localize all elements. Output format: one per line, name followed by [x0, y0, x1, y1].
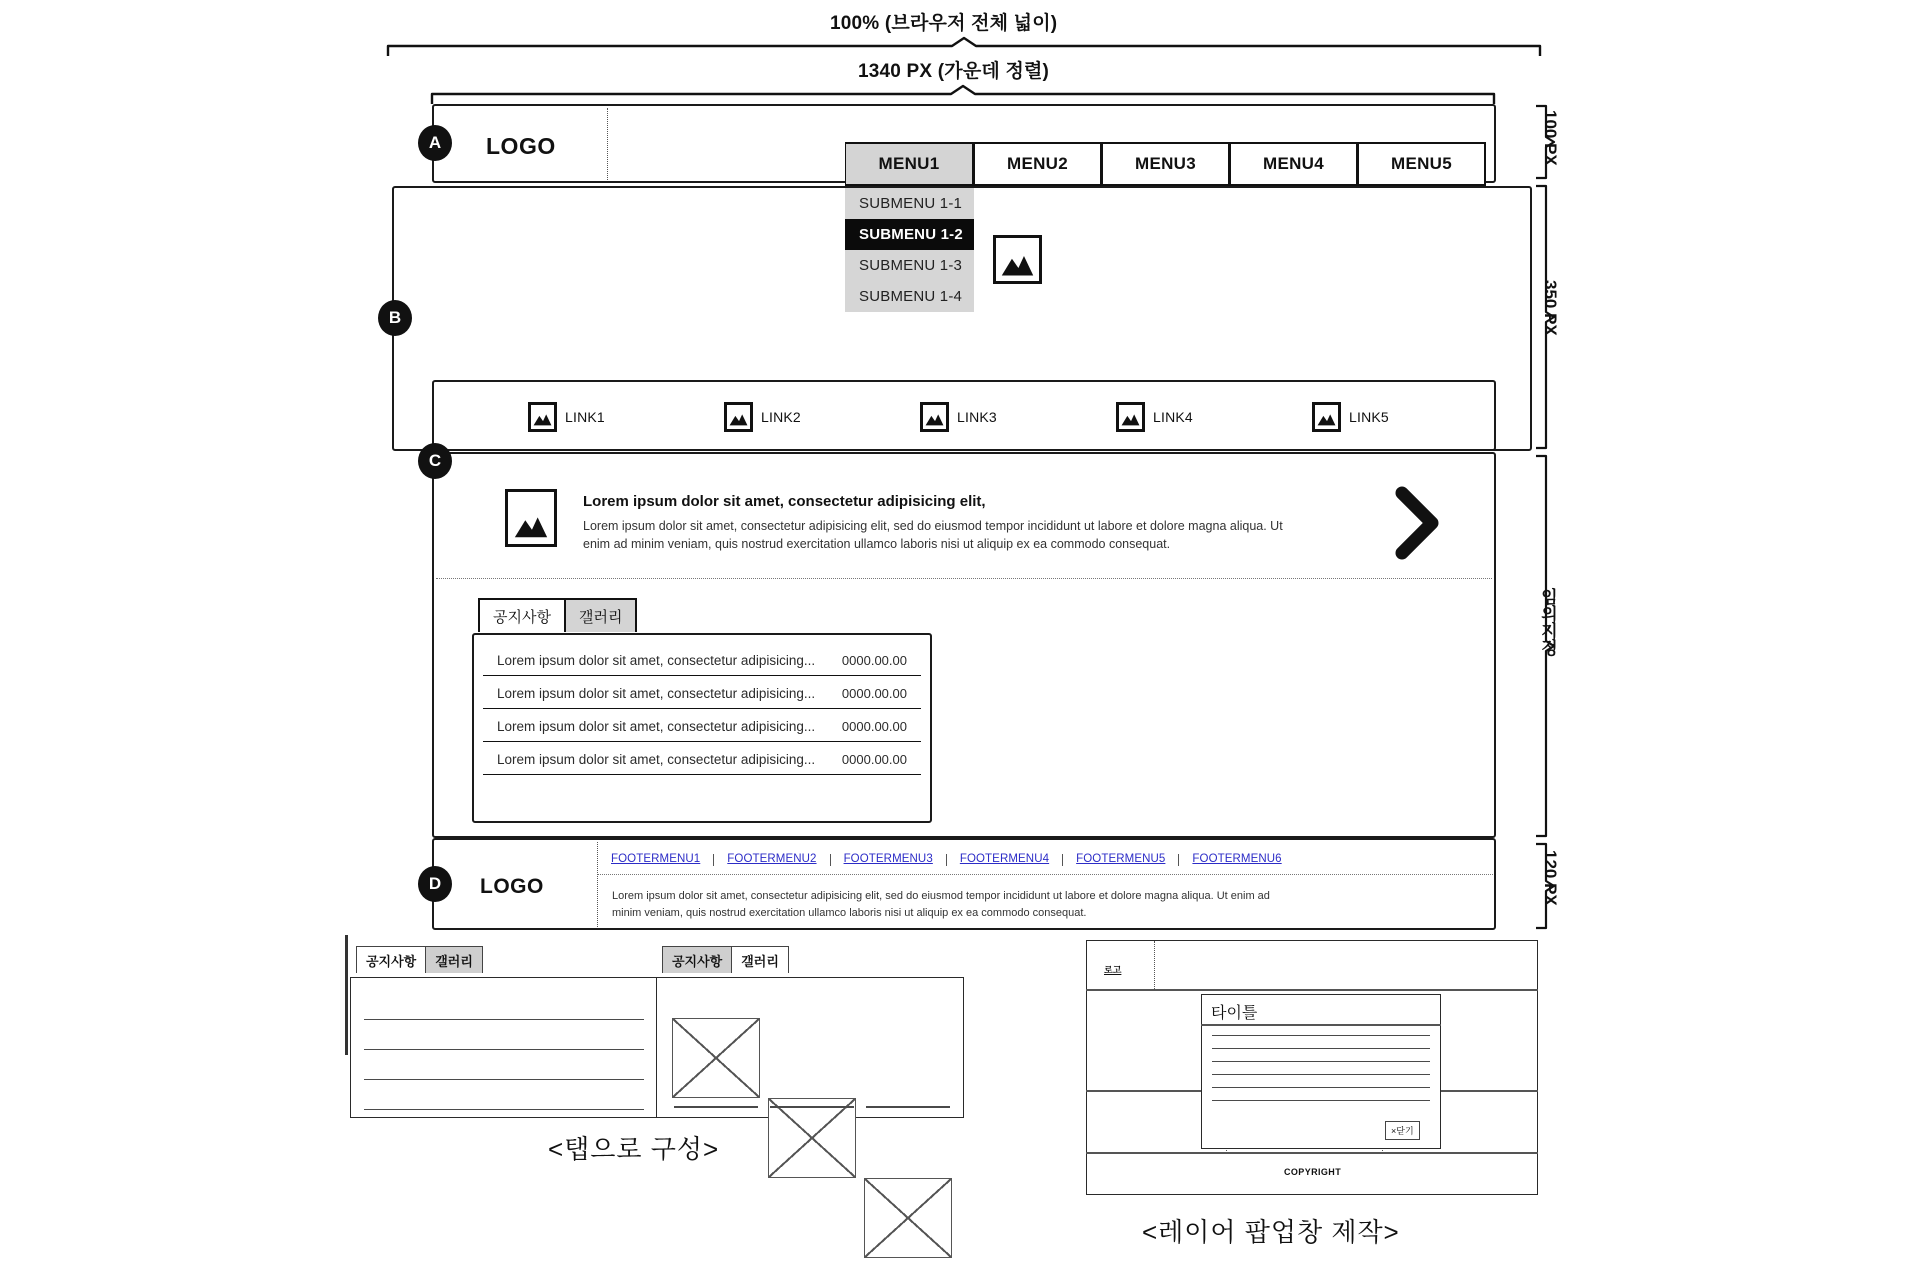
board-tab-gallery[interactable]: [564, 598, 637, 632]
notice-title: Lorem ipsum dolor sit amet, consectetur adipisicing...: [497, 653, 816, 668]
popup-title-divider: [1201, 1024, 1441, 1026]
footer-menu-item-2[interactable]: FOOTERMENU2: [714, 854, 830, 866]
popup-title: 타이틀: [1211, 1005, 1258, 1022]
marker-a: A: [418, 125, 452, 161]
footer-menu-item-3[interactable]: FOOTERMENU3: [831, 854, 947, 866]
gallery-caption-line-1: [674, 1106, 758, 1108]
notice-title: Lorem ipsum dolor sit amet, consectetur adipisicing...: [497, 719, 816, 734]
link-item-2[interactable]: [724, 402, 801, 432]
submenu-item-2[interactable]: [845, 219, 974, 250]
link-item-3-label: LINK3: [957, 409, 997, 425]
diagram-left-line: [364, 1049, 644, 1050]
marker-c: C: [418, 443, 452, 479]
gallery-caption-line-3: [866, 1106, 950, 1108]
banner-title: Lorem ipsum dolor sit amet, consectetur adipisicing elit,: [583, 493, 986, 510]
board-tab-notice-label: 공지사항: [493, 609, 551, 626]
link-item-5-label: LINK5: [1349, 409, 1389, 425]
diagram-right-tab-notice-label: 공지사항: [672, 954, 723, 969]
menu-item-1[interactable]: [845, 142, 974, 186]
link-2-image-placeholder-icon: [724, 402, 753, 432]
link-5-image-placeholder-icon: [1312, 402, 1341, 432]
menu-item-5-label: MENU5: [1390, 154, 1452, 173]
popup-body-line: [1212, 1074, 1430, 1075]
gallery-thumb-2: [768, 1098, 856, 1178]
board-tab-gallery-label: 갤러리: [578, 609, 623, 626]
banner-image-placeholder-icon: [505, 489, 557, 547]
submenu-item-1[interactable]: [845, 188, 974, 219]
link-item-5[interactable]: [1312, 402, 1389, 432]
link-item-4-label: LINK4: [1153, 409, 1193, 425]
popup-body-line: [1212, 1035, 1430, 1036]
banner-text: [583, 493, 1283, 553]
content-width-label: 1340 PX (가운데 정렬): [858, 61, 1050, 82]
board-tabstrip: [478, 598, 635, 632]
submenu-item-4-label: SUBMENU 1-4: [859, 288, 963, 305]
notice-list: [483, 650, 921, 775]
diagram-right-tabstrip: [662, 946, 788, 973]
menu-item-5[interactable]: [1358, 142, 1486, 186]
notice-date: 0000.00.00: [841, 686, 907, 701]
notice-title: Lorem ipsum dolor sit amet, consectetur adipisicing...: [497, 752, 816, 767]
link-item-1-label: LINK1: [565, 409, 605, 425]
diagram-right-tab-notice[interactable]: [662, 946, 732, 973]
popup-diagram-header-divider: [1086, 989, 1538, 991]
notice-row[interactable]: [483, 742, 921, 775]
footer-menu-item-1[interactable]: FOOTERMENU1: [598, 854, 714, 866]
main-menu: [845, 142, 1486, 186]
popup-diagram-footer-divider: [1086, 1152, 1538, 1154]
gallery-thumb-3: [864, 1178, 952, 1258]
menu-item-3[interactable]: [1102, 142, 1230, 186]
menu-item-2-label: MENU2: [1006, 154, 1068, 173]
banner-next-button[interactable]: [1390, 485, 1442, 566]
section-b-height-label: 350 PX: [1541, 280, 1560, 336]
footer-height-label: 120 PX: [1541, 850, 1560, 906]
menu-item-1-label: MENU1: [878, 154, 940, 173]
footer-menu: [598, 854, 1295, 866]
board-tab-notice[interactable]: [478, 598, 566, 632]
diagram-left-tab-notice-label: 공지사항: [366, 954, 417, 969]
tab-diagram-leader-line: [345, 935, 348, 1055]
section-c-height-label: 임의지정: [1538, 588, 1557, 656]
gallery-caption-line-2: [770, 1106, 854, 1108]
footer-menu-item-4[interactable]: FOOTERMENU4: [947, 854, 1063, 866]
submenu-item-3[interactable]: [845, 250, 974, 281]
notice-row[interactable]: [483, 676, 921, 709]
hero-image-placeholder-icon: [993, 235, 1042, 284]
popup-body-line: [1212, 1087, 1430, 1088]
footer-menu-item-6[interactable]: FOOTERMENU6: [1192, 853, 1282, 865]
menu-item-3-label: MENU3: [1134, 154, 1196, 173]
diagram-right-tab-gallery-label: 갤러리: [741, 954, 779, 969]
link-4-image-placeholder-icon: [1116, 402, 1145, 432]
header-logo[interactable]: LOGO: [486, 133, 556, 159]
diagram-left-tabstrip: [356, 946, 482, 973]
diagram-right-tab-gallery[interactable]: [731, 946, 789, 973]
notice-date: 0000.00.00: [841, 653, 907, 668]
popup-diagram-logo: 로고: [1104, 965, 1122, 975]
link-item-1[interactable]: [528, 402, 605, 432]
tab-diagram-caption: <탭으로 구성>: [548, 1134, 720, 1164]
submenu-item-1-label: SUBMENU 1-1: [859, 195, 963, 212]
header-divider: [607, 108, 608, 180]
notice-row[interactable]: [483, 650, 921, 676]
diagram-left-tab-gallery-label: 갤러리: [435, 954, 473, 969]
banner-body: Lorem ipsum dolor sit amet, consectetur adipisicing elit, sed do eiusmod tempor incididunt ut labore et dolore magna aliqua. Ut enim ad minim veniam, quis nostrud exercitation ullamco laboris nisi ut aliquip ex ea commodo consequat.: [583, 519, 1283, 552]
full-width-label: 100% (브라우저 전체 넓이): [830, 13, 1058, 34]
diagram-left-line: [364, 1019, 644, 1020]
popup-body-line: [1212, 1100, 1430, 1101]
notice-row[interactable]: [483, 709, 921, 742]
popup-diagram-copyright: COPYRIGHT: [1284, 1167, 1342, 1177]
menu-item-4-label: MENU4: [1262, 154, 1324, 173]
notice-date: 0000.00.00: [841, 719, 907, 734]
submenu-item-2-label: SUBMENU 1-2: [859, 226, 963, 243]
submenu-dropdown: [845, 188, 974, 312]
menu-item-4[interactable]: [1230, 142, 1358, 186]
header-height-label: 100 PX: [1541, 110, 1560, 166]
submenu-item-3-label: SUBMENU 1-3: [859, 257, 963, 274]
footer-logo[interactable]: LOGO: [480, 875, 544, 898]
section-c-divider: [436, 578, 1492, 579]
link-item-4[interactable]: [1116, 402, 1193, 432]
footer-menu-underline: [598, 874, 1493, 875]
popup-close-button[interactable]: ×닫기: [1385, 1121, 1420, 1140]
footer-menu-item-5[interactable]: FOOTERMENU5: [1063, 854, 1179, 866]
marker-d: D: [418, 866, 452, 902]
diagram-left-panel: [350, 977, 658, 1118]
notice-date: 0000.00.00: [841, 752, 907, 767]
menu-item-2[interactable]: [974, 142, 1102, 186]
link-3-image-placeholder-icon: [920, 402, 949, 432]
diagram-left-line: [364, 1109, 644, 1110]
link-item-3[interactable]: [920, 402, 997, 432]
popup-diagram-caption: <레이어 팝업창 제작>: [1142, 1217, 1400, 1247]
diagram-left-line: [364, 1079, 644, 1080]
marker-b: B: [378, 300, 412, 336]
diagram-left-tab-gallery[interactable]: [425, 946, 483, 973]
popup-body-line: [1212, 1048, 1430, 1049]
popup-body-line: [1212, 1061, 1430, 1062]
notice-title: Lorem ipsum dolor sit amet, consectetur adipisicing...: [497, 686, 816, 701]
link-item-2-label: LINK2: [761, 409, 801, 425]
chevron-right-icon: [1390, 485, 1442, 561]
popup-diagram-logo-divider: [1154, 941, 1155, 989]
diagram-left-tab-notice[interactable]: [356, 946, 426, 973]
full-width-bracket: [386, 36, 1542, 58]
link-1-image-placeholder-icon: [528, 402, 557, 432]
gallery-thumb-1: [672, 1018, 760, 1098]
footer-address: Lorem ipsum dolor sit amet, consectetur adipisicing elit, sed do eiusmod tempor incididunt ut labore et dolore magna aliqua. Ut enim ad minim veniam, quis nostrud exercitation ullamco laboris nisi ut aliquip ex ea commodo consequat.: [612, 890, 1270, 920]
submenu-item-4[interactable]: [845, 281, 974, 312]
content-width-bracket: [430, 84, 1496, 106]
